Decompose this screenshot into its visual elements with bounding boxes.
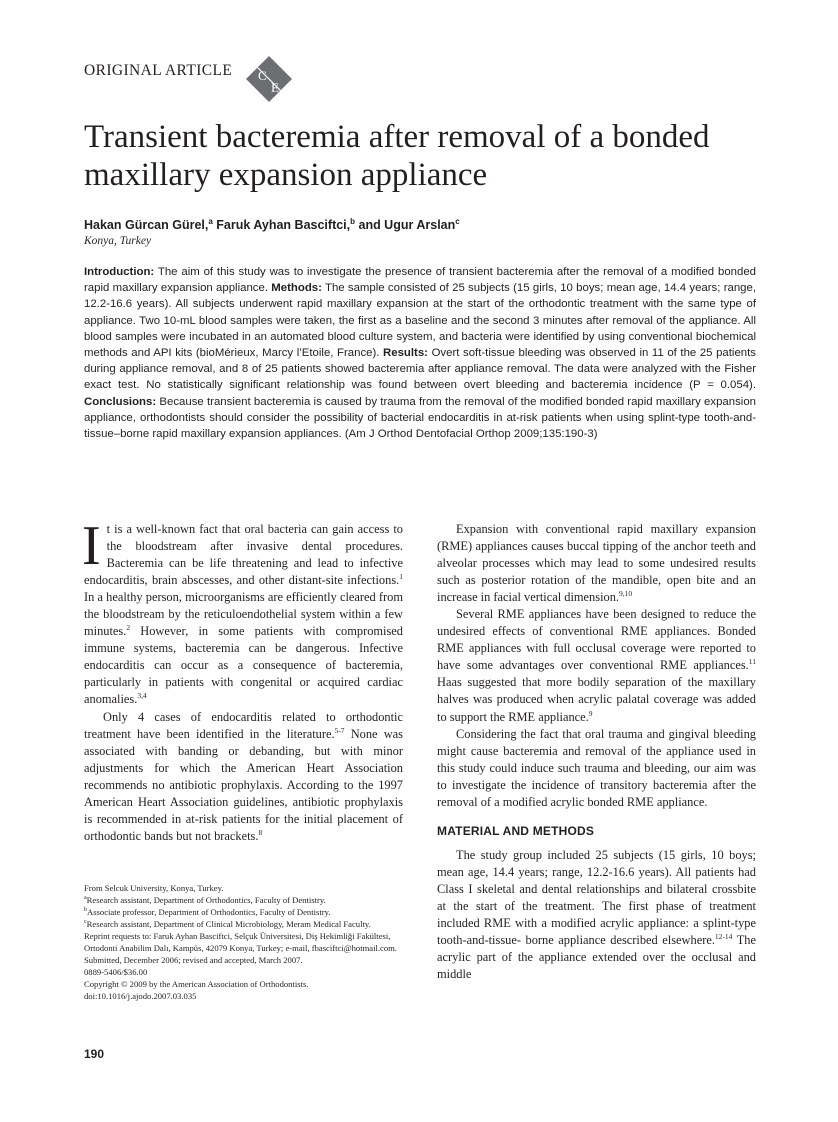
page-number: 190 xyxy=(84,1047,105,1061)
body-column-left xyxy=(82,515,403,845)
footnote-text: Research assistant, Department of Clinical Microbiology, Meram Medical Faculty. xyxy=(86,919,371,929)
footnote-a xyxy=(84,894,405,906)
body-paragraph xyxy=(437,847,756,983)
abstract-results-text: Overt soft-tissue bleeding was observed in 11 of the 25 patients during appliance removal, and 8 of 25 patients showed bacteremia after appliance removal. The data were analyzed with the Fisher exact test. No statistically significant relationship was found between overt bleeding and bacteremia incidence (P = 0.054). xyxy=(84,347,756,392)
footnotes xyxy=(84,882,405,1002)
badge-letter-e: E xyxy=(271,80,279,95)
paragraph-text: Expansion with conventional rapid maxillary expansion (RME) appliances causes buccal tipping of the anchor teeth and alveolar processes which may lead to some undesired results such as posterior rotation of the mandible, open bite and an increase in facial vertical dimension. xyxy=(437,522,756,605)
continuing-education-badge-icon xyxy=(245,55,293,103)
article-title: Transient bacteremia after removal of a bonded maxillary expansion appliance xyxy=(84,119,710,193)
body-paragraph xyxy=(84,709,403,845)
abstract-intro-text: The aim of this study was to investigate the presence of transient bacteremia after the removal of a modified bonded rapid maxillary expansion appliance. xyxy=(84,266,756,295)
author-affiliation-mark: a xyxy=(208,217,213,226)
author-affiliation-mark: c xyxy=(455,217,460,226)
citation-link[interactable]: 12-14 xyxy=(714,931,733,941)
body-paragraph xyxy=(82,515,403,709)
citation-link[interactable]: 9,10 xyxy=(619,589,633,599)
citation-link[interactable]: 2 xyxy=(126,623,131,633)
abstract-results-label: Results: xyxy=(383,347,428,360)
author-name: Faruk Ayhan Basciftci, xyxy=(212,218,351,233)
paragraph-text: The study group included 25 subjects (15 girls, 10 boys; mean age, 14.4 years; range, 12.2-16.6 years). All patients had Class I skeletal and dental relationships and bilateral crossbite at the start of the treatment. The first phase of treatment included RME with a modified acrylic appliance: a splint-type tooth-and-tissue- borne appliance described elsewhere. xyxy=(437,847,756,948)
paragraph-text: t is a well-known fact that oral bacteria can gain access to the bloodstream after invasive dental procedures. Bacteremia can be life threatening and lead to infective endocarditis, brain abscesses, and other distant-site infections. xyxy=(84,522,403,588)
footnote-doi[interactable]: doi:10.1016/j.ajodo.2007.03.035 xyxy=(84,991,197,1001)
paragraph-text: Only 4 cases of endocarditis related to orthodontic treatment have been identified in the literature. xyxy=(84,709,403,741)
abstract-intro-label: Introduction: xyxy=(84,266,155,278)
section-heading: MATERIAL AND METHODS xyxy=(437,823,595,838)
author-affiliation-mark: b xyxy=(350,217,356,226)
citation-link[interactable]: 1 xyxy=(399,572,403,582)
paragraph-text: In a healthy person, microorganisms are efficiently cleared from the bloodstream by the reticuloendothelial system within a few minutes. xyxy=(84,590,403,639)
abstract-methods-text: The sample consisted of 25 subjects (15 girls, 10 boys; mean age, 14.4 years; range, 12.2-16.6 years). All subjects underwent rapid maxillary expansion at the start of the orthodontic treatment with the same type of appliance. Two 10-mL blood samples were taken, the first as a baseline and the second 3 minutes after removal of the appliance. All blood samples were incubated in an automated blood culture system, and bacteria were identified by using conventional biochemical methods and API kits (bioMérieux, Marcy l’Etoile, France). xyxy=(84,282,756,360)
body-paragraph xyxy=(437,606,756,725)
footnote-mark: b xyxy=(84,907,87,914)
body-paragraph xyxy=(437,521,756,606)
paragraph-text: Several RME appliances have been designed to reduce the undesired effects of conventional RME appliances. Bonded RME appliances with full occlusal coverage were reported to have some advantages over conventional RME appliances. xyxy=(437,607,756,673)
author-name: Hakan Gürcan Gürel, xyxy=(84,218,209,233)
body-paragraph: Considering the fact that oral trauma and gingival bleeding might cause bacteremia and removal of the appliance used in this study could induce such trauma and bleeding, our aim was to investigate the incidence of transitory bacteremia after the removal of a modified acrylic bonded RME appliance. xyxy=(437,726,756,809)
article-type-label: ORIGINAL ARTICLE xyxy=(84,62,233,79)
footnote-mark: a xyxy=(84,895,87,902)
citation-link[interactable]: 11 xyxy=(748,657,756,667)
footnote-b xyxy=(84,906,405,918)
abstract-conclusions-label: Conclusions: xyxy=(84,395,157,408)
footnote-copyright: Copyright © 2009 by the American Association of Orthodontists. xyxy=(84,979,309,989)
paragraph-text: However, in some patients with compromised immune systems, bacteremia can be dangerous. Infective endocarditis can occur as a consequence of bacteremia, particularly in patients with congenital or acquired cardiac anomalies. xyxy=(84,624,403,707)
paragraph-text: None was associated with banding or debanding, but with minor adjustments for which the American Heart Association recommends no antibiotic prophylaxis. According to the 1997 American Heart Association guidelines, antibiotic prophylaxis is recommended in at-risk patients for the initial placement of orthodontic bands but not brackets. xyxy=(84,726,403,843)
footnote-text: Research assistant, Department of Orthodontics, Faculty of Dentistry. xyxy=(86,895,326,905)
abstract-methods-label: Methods: xyxy=(271,282,322,295)
footnote-affiliation: From Selcuk University, Konya, Turkey. xyxy=(84,883,224,893)
author-name: and Ugur Arslan xyxy=(355,218,456,233)
abstract-conclusions-text: Because transient bacteremia is caused by trauma from the removal of the modified bonded rapid maxillary expansion appliance, orthodontists should consider the possibility of bacterial endocarditis in at-risk patients when using splint-type tooth-and-tissue–borne rapid maxillary expansion appliances. (Am J Orthod Dentofacial Orthop 2009;135:190-3) xyxy=(84,395,756,441)
footnote-reprint: Reprint requests to: Faruk Ayhan Basciftci, Selçuk Üniversitesi, Diş Hekimliği Fakültesi, Ortodonti Anabilim Dalı, Kampüs, 42079 Konya, Turkey; e-mail, fbasciftci@hotmail.com. xyxy=(84,931,397,953)
footnote-price: 0889-5406/$36.00 xyxy=(84,967,148,977)
citation-link[interactable]: 8 xyxy=(258,827,263,837)
citation-link[interactable]: 5-7 xyxy=(334,725,345,735)
footnote-mark: c xyxy=(84,919,87,926)
badge-letter-c: C xyxy=(258,68,267,83)
drop-cap: I xyxy=(82,515,101,577)
citation-link[interactable]: 9 xyxy=(588,708,593,718)
citation-link[interactable]: 3,4 xyxy=(137,691,147,701)
footnote-c xyxy=(84,918,405,930)
footnote-submitted: Submitted, December 2006; revised and accepted, March 2007. xyxy=(84,955,303,965)
footnote-text: Associate professor, Department of Orthodontics, Faculty of Dentistry. xyxy=(87,907,331,917)
paragraph-text: The acrylic part of the appliance extended over the occlusal and middle xyxy=(437,933,757,982)
author-list xyxy=(84,217,460,232)
body-column-right xyxy=(437,521,756,983)
paragraph-text: Haas suggested that more bodily separation of the maxillary halves was produced when acrylic palatal coverage was added to support the RME appliance. xyxy=(437,675,756,724)
author-location: Konya, Turkey xyxy=(84,235,152,247)
abstract xyxy=(84,264,756,442)
